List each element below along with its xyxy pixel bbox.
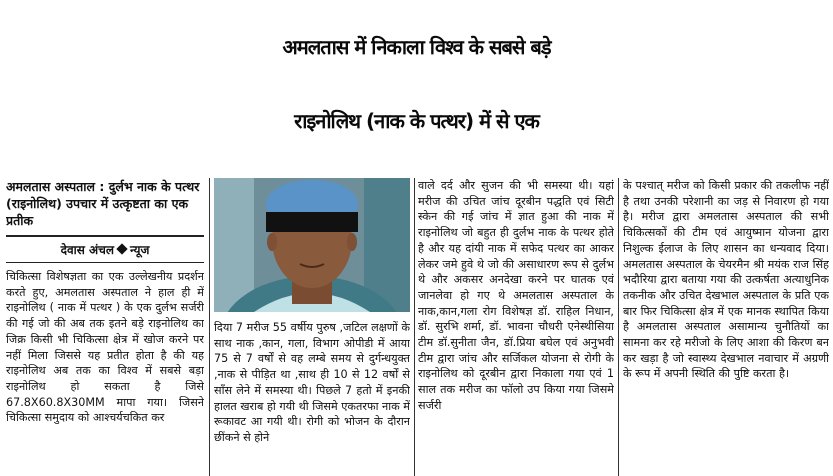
article-body-col2: दिया 7 मरीज 55 वर्षीय पुरुष ,जटिल लक्षणों के साथ नाक ,कान, गला, विभाग ओपीडी में आया 75 से 7 वर्षों से वह लम्बे समय से दुर्गन्धयुक्त ,नाक से पीड़ित था ,साथ ही 10 से 12 वर्षों से साँस लेने में समस्या थी। पिछले 7 हतो में इनकी हालत खराब हो गयी थी जिसमे एकतरफा नाक में रूकावट आ गयी थी। रोगी को भोजन के दौरान छींकने से होने [214, 321, 410, 444]
article-column-1 [6, 178, 204, 476]
column-rule-3 [618, 178, 619, 476]
diamond-icon [116, 243, 127, 254]
byline-place: देवास अंचल [60, 243, 114, 257]
article-column-3 [418, 178, 614, 476]
article-kicker: अमलतास अस्पताल : दुर्लभ नाक के पत्थर (राइनोलिथ) उपचार में उत्कृष्टता का एक प्रतीक [6, 179, 200, 228]
article-body-col4: के पश्चात् मरीज को किसी प्रकार की तकलीफ नहीं है तथा उनकी परेशानी का जड़ से निवारण हो गया है। मरीज द्वारा अमलतास अस्पताल की सभी चिकित्सकों की टीम एवं आयुष्मान योजना द्वारा निशुल्क ईलाज के लिए शासन का धन्यवाद दिया। अमलतास अस्पताल के चेयरमैन श्री मयंक राज सिंह भदौरिया द्वारा बताया गया की उत्कर्षता अत्याधुनिक तकनीक और उचित देखभाल अस्पताल के प्रति एक बार फिर चिकित्सा क्षेत्र में एक मानक स्थापित किया है अमलतास अस्पताल असामान्य चुनौतियों का सामना कर रहे मरीजो के लिए आशा की किरण बन कर खड़ा है जो स्वास्थ्य देखभाल नवाचार में अग्रणी के रूप में अपनी स्थिति की पुष्टि करता है। [623, 179, 829, 381]
article-body-col1: चिकित्सा विशेषज्ञता का एक उल्लेखनीय प्रदर्शन करते हुए, अमलतास अस्पताल ने हाल ही में राइनोलिथ ( नाक में पत्थर ) के एक दुर्लभ सर्जरी की गई जो की अब तक इतने बड़े राइनोलिथ का जिक्र किसी भी चिकित्सा क्षेत्र में खोज करने पर नहीं मिला जिससे यह प्रतीत होता है की यह राइनोलिथ अब तक का विश्व में सबसे बड़ा राइनोलिथ हो सकता है जिसे 67.8X60.8X30MM मापा गया। जिसने चिकित्सा समुदाय को आश्चर्यचकित कर [6, 270, 204, 425]
byline-divider [6, 262, 204, 263]
headline-line-1: अमलतास में निकाला विश्व के सबसे बड़े [282, 35, 551, 59]
article-column-4 [623, 178, 829, 476]
headline-line-2: राइनोलिथ (नाक के पत्थर) में से एक [294, 109, 539, 133]
column-rule-2 [414, 178, 415, 476]
kicker-divider [6, 235, 204, 237]
article-column-2 [214, 178, 410, 476]
article-body-col3: वाले दर्द और सुजन की भी समस्या थी। यहां मरीज की उचित जांच दूरबीन पद्धति एवं सिटी स्केन की गई जांच में ज्ञात हुआ की नाक में राइनोलिथ जो बहुत ही दुर्लभ नाक के पत्थर होते है और यह दांयी नाक में सफेद पत्थर का आकर लेकर जमे हुवे थे जो की असाधारण रूप से दुर्लभ थे और अकसर अनदेखा करने पर घातक एवं जानलेवा हो गए थे अमलतास अस्पताल के नाक,कान,गला रोग विशेषज्ञ डॉ. राहिल निधान, डॉ. सुरभि शर्मा, डॉ. भावना चौधरी एनेस्थीसिया टीम डॉ.सुनीता जैन, डॉ.प्रिया बघेल एवं अनुभवी टीम द्वारा जांच और सर्जिकल योजना से रोगी के राइनोलिथ को दूरबीन द्वारा निकाला गया एवं 1 साल तक मरीज का फॉलो उप किया गया जिसमे सर्जरी [418, 179, 614, 412]
column-rule-1 [209, 178, 210, 476]
byline [6, 241, 204, 259]
byline-agency: न्यूज [129, 243, 150, 257]
